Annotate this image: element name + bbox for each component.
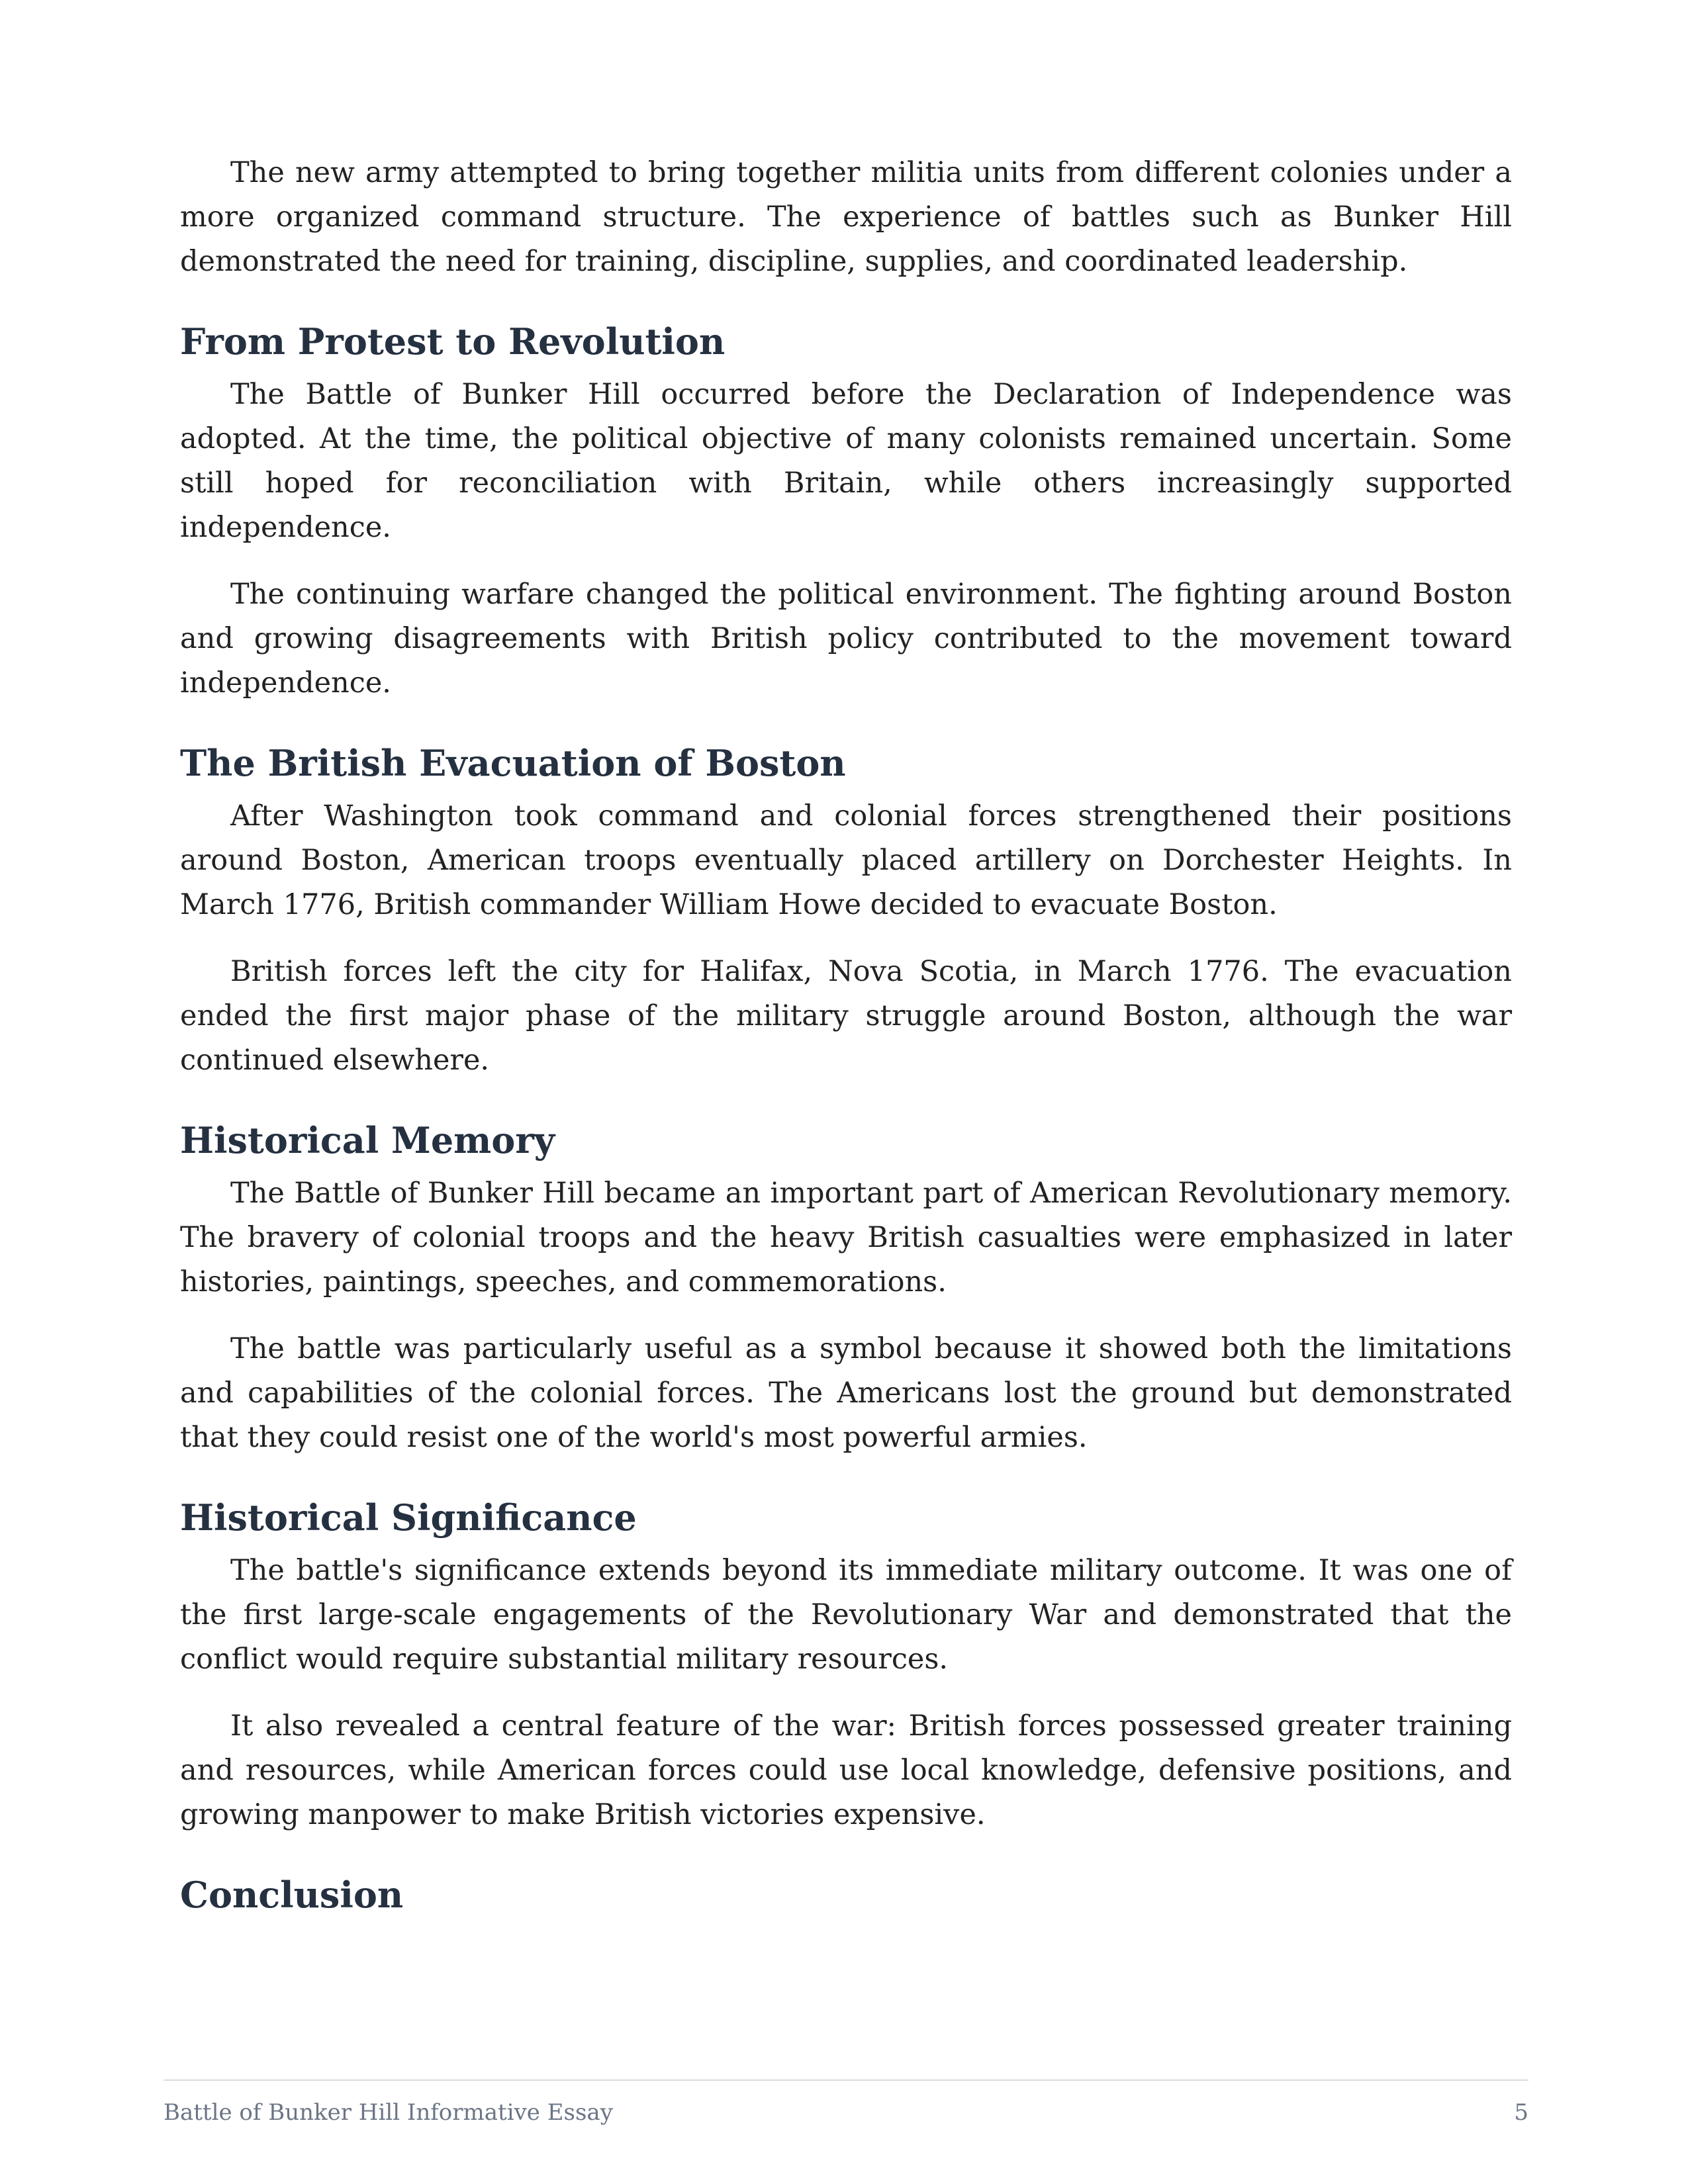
page-content (180, 151, 1512, 1926)
paragraph: The new army attempted to bring together militia units from different colonies under a more organized command structure. The experience of battles such as Bunker Hill demonstrated the need for training, discipline, supplies, and coordinated leadership. (180, 156, 1512, 278)
footer-title: Battle of Bunker Hill Informative Essay (164, 2099, 613, 2126)
section-heading: Historical Memory (180, 1119, 555, 1161)
page-footer (164, 2079, 1528, 2126)
paragraph: The Battle of Bunker Hill became an important part of American Revolutionary memory. The bravery of colonial troops and the heavy British casualties were emphasized in later histories, paintings, speeches, and commemorations. (180, 1177, 1512, 1298)
paragraph: It also revealed a central feature of the war: British forces possessed greater training and resources, while American forces could use local knowledge, defensive positions, and growing manpower to make British victories expensive. (180, 1709, 1512, 1831)
paragraph: The Battle of Bunker Hill occurred before the Declaration of Independence was adopted. At the time, the political objective of many colonists remained uncertain. Some still hoped for reconciliation with Britain, while others increasingly supported independence. (180, 378, 1512, 544)
paragraph: The battle's significance extends beyond its immediate military outcome. It was one of the first large-scale engagements of the Revolutionary War and demonstrated that the conflict would require substantial military resources. (180, 1554, 1512, 1676)
paragraph: The battle was particularly useful as a symbol because it showed both the limitations and capabilities of the colonial forces. The Americans lost the ground but demonstrated that they could resist one of the world's most powerful armies. (180, 1332, 1512, 1454)
section-heading: Historical Significance (180, 1496, 637, 1539)
page-number: 5 (1514, 2099, 1528, 2126)
section-heading: Conclusion (180, 1874, 404, 1916)
paragraph: British forces left the city for Halifax, Nova Scotia, in March 1776. The evacuation ended the first major phase of the military struggle around Boston, although the war continued elsewhere. (180, 955, 1512, 1077)
section-heading: The British Evacuation of Boston (180, 742, 846, 784)
paragraph: After Washington took command and colonial forces strengthened their positions around Boston, American troops eventually placed artillery on Dorchester Heights. In March 1776, British commander William Howe decided to evacuate Boston. (180, 799, 1512, 921)
section-heading: From Protest to Revolution (180, 320, 726, 363)
paragraph: The continuing warfare changed the political environment. The fighting around Boston and growing disagreements with British policy contributed to the movement toward independence. (180, 578, 1512, 700)
